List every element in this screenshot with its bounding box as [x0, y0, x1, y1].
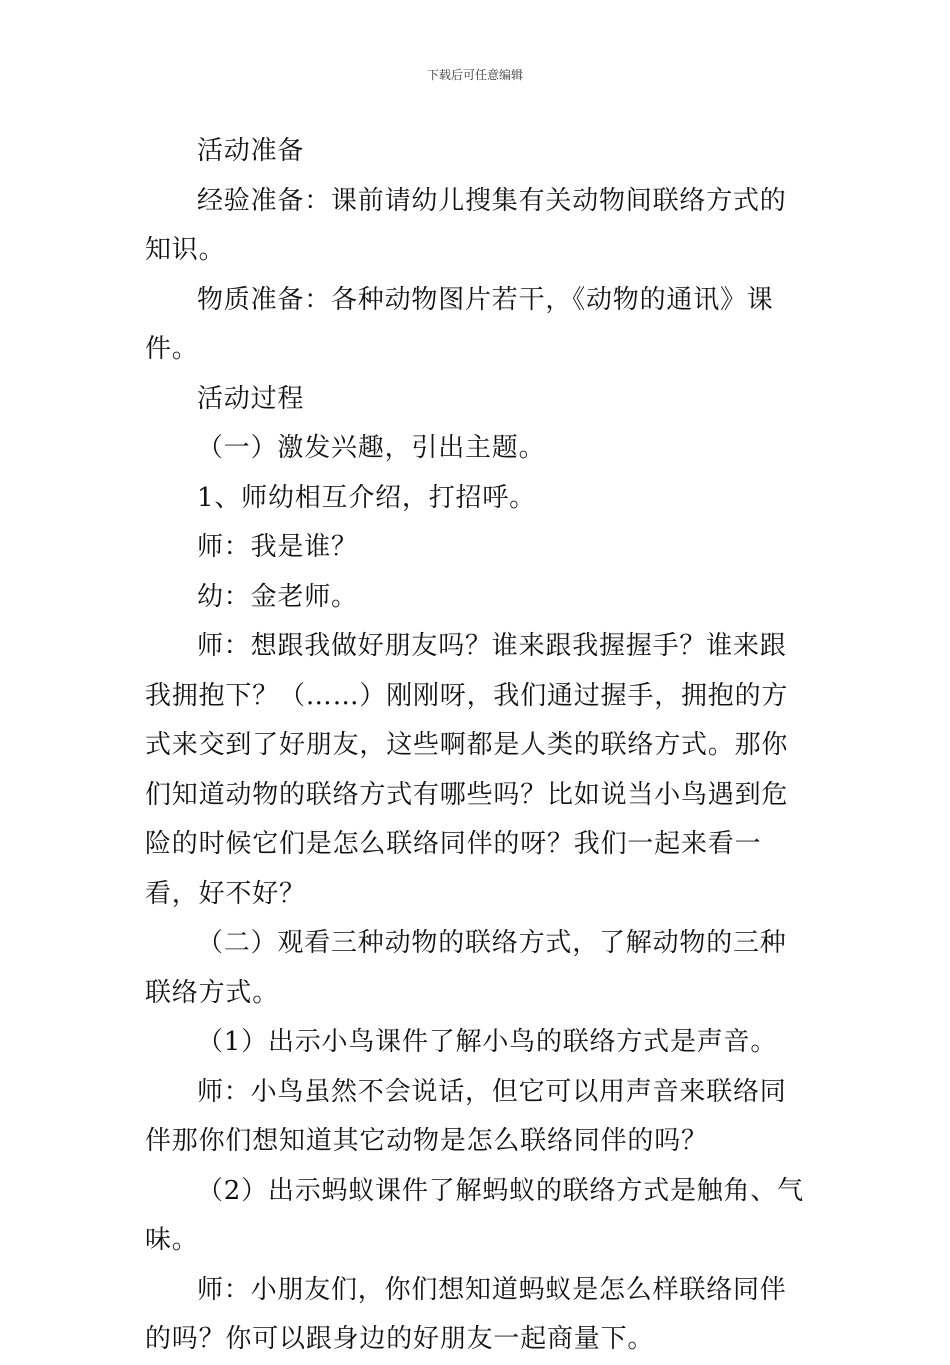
paragraph-teacher-question: 师：我是谁？	[197, 532, 358, 562]
section-heading-process: 活动过程	[197, 383, 305, 414]
paragraph-step-one: （一）激发兴趣，引出主题。	[197, 433, 546, 463]
paragraph-step-two: （二）观看三种动物的联络方式，了解动物的三种联络方式。	[145, 928, 787, 1008]
paragraph-ant-courseware: （2）出示蚂蚁课件了解蚂蚁的联络方式是触角、气味。	[145, 1175, 804, 1255]
paragraph-greeting: 1、师幼相互介绍，打招呼。	[197, 482, 536, 513]
paragraph-teacher-intro: 师：想跟我做好朋友吗？谁来跟我握握手？谁来跟我拥抱下？（……）刚刚呀，我们通过握手，拥抱的方式来交到了好朋友，这些啊都是人类的联络方式。那你们知道动物的联络方式有哪些吗？比如说当小鸟遇到危险的时候它们是怎么联络同伴的呀？我们一起来看一看，好不好？	[145, 631, 789, 909]
paragraph-bird-courseware: （1）出示小鸟课件了解小鸟的联络方式是声音。	[197, 1027, 778, 1057]
section-heading-preparation: 活动准备	[197, 136, 305, 166]
page-header: 下载后可任意编辑	[426, 68, 523, 82]
paragraph-teacher-ant: 师：小朋友们，你们想知道蚂蚁是怎么样联络同伴的吗？你可以跟身边的好朋友一起商量下。	[145, 1274, 787, 1354]
paragraph-child-answer: 幼：金老师。	[197, 581, 358, 612]
paragraph-experience-prep: 经验准备：课前请幼儿搜集有关动物间联络方式的知识。	[145, 185, 787, 265]
paragraph-teacher-bird: 师：小鸟虽然不会说话，但它可以用声音来联络同伴那你们想知道其它动物是怎么联络同伴的吗？	[145, 1076, 787, 1156]
paragraph-material-prep: 物质准备：各种动物图片若干，《动物的通讯》课件。	[145, 284, 774, 364]
document-body	[145, 127, 810, 1365]
